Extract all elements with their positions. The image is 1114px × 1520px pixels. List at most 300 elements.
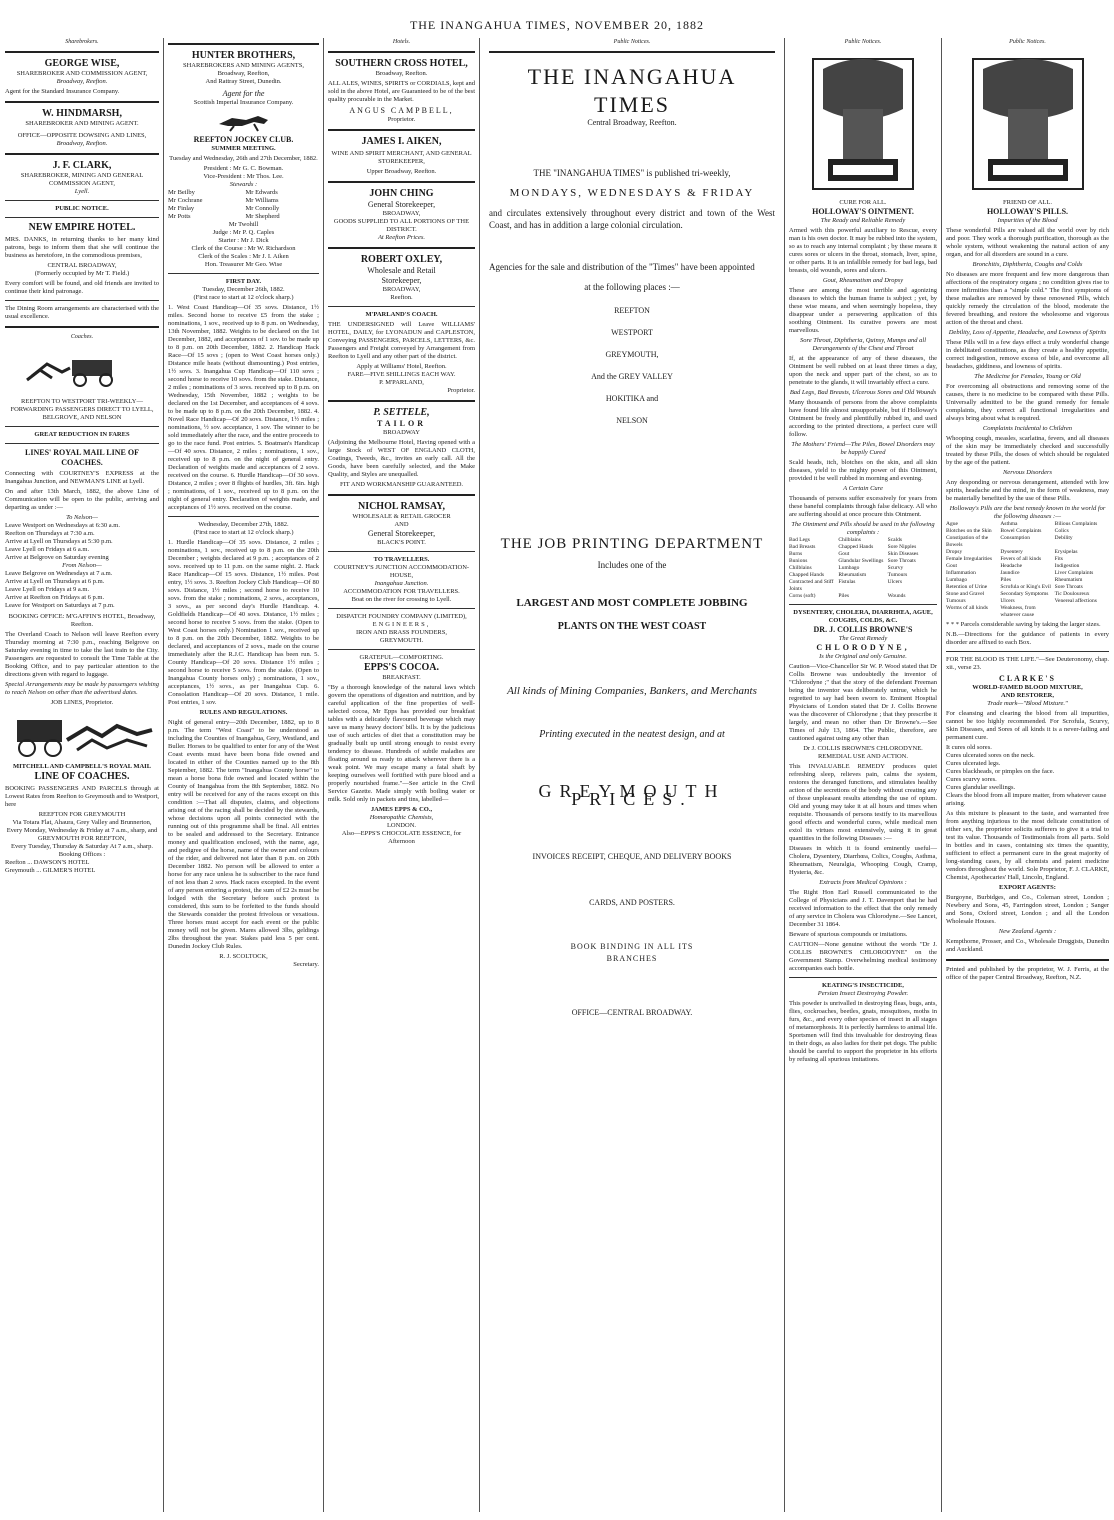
complaint-item: Scurvy [887,565,904,571]
timetable-row: Leave Lyell on Fridays at 6 a.m. [5,546,90,553]
complaint-item: Tumours [887,572,908,578]
cure-item: Cures glandular swellings. [946,784,1016,791]
disease-item: Rheumatism [1054,577,1083,583]
column-4 [481,38,783,1512]
steward-name: Mr Shepherd [245,213,280,220]
ad-text: Booking Offices : [58,851,106,858]
column-rule [479,38,480,1512]
ad-text: Wednesday, December 27th, 1882. [198,521,289,528]
complaint-item: Rheumatism [838,572,867,578]
ad-text: Agent for the Standard Insurance Company. [5,88,120,95]
complaint-item: Lumbago [838,565,860,571]
ad-text: ALL ALES, WINES, SPIRITS or CORDIALS, kept and sold in the above Hotel, are Guaranteed to be of the best quality procurable in the Market. [328,80,475,103]
ad-address: Broadway, Reefton. [56,78,108,85]
ad-text: FIT AND WORKMANSHIP GUARANTEED. [339,481,464,488]
ad-address: BROADWAY [383,429,420,436]
disease-item: Erysipelas [1054,549,1078,555]
ad-subheading: WHOLESALE & RETAIL GROCER [352,513,451,520]
ad-heading: WORLD-FAMED BLOOD MIXTURE, [972,684,1083,691]
disease-item: Fits [1054,556,1063,562]
ad-text: As this mixture is pleasant to the taste, and warranted free from anything injurious to the most delicate constitution of either sex, the proprietor solicits sufferers to give it a trial to test its value. Thousands of Testimonials from all parts. Sold in bottles and in cases, containing six times the quantity, sufficient to effect a permanent cure in the great majority of long-standing cases, by all chemists and patent medicine vendors throughout the world. Sole Proprietor, F. J. CLARKE, Chemist, Apothecaries' Hall, Lincoln, England. [946,810,1109,881]
ad-text: Apply at Williams' Hotel, Reefton. [356,363,447,370]
ad-heading: KEATING'S INSECTICIDE, [822,982,904,989]
ad-address: GREYMOUTH. [379,637,424,644]
ad-text: Hon. Treasurer Mr Geo. Wise [204,261,283,268]
column-rule [323,38,324,1512]
complaint-item: Skin Diseases [887,551,919,557]
disease-item: Worms of all kinds [946,605,988,611]
ad-heading: ROBERT OXLEY, [360,254,443,265]
ad-subheading: SHAREBROKER AND COMMISSION AGENT, [16,70,148,77]
ad-heading: TO TRAVELLERS. [373,556,430,563]
ad-text: The Right Hon Earl Russell communicated to the College of Physicians and J. T. Davenport that he had received information to the effect that the only remedy of any service in Cholera was Chlorodyne.—See Lancet, December 31 1864. [789,889,937,928]
ad-heading: LINE OF COACHES. [34,771,130,782]
ad-subheading: GRATEFUL—COMFORTING. [359,654,444,661]
ad-text: Printing executed in the neatest design, and at [539,729,725,740]
ad-signature: ANGUS CAMPBELL, [349,106,454,115]
ad-address: BLACK'S POINT. [377,539,426,546]
ad-text: Any desponding or nervous derangement, attended with low spirits, headache and the mind, in the form of weakness, may be materially benefited by the use of these Pills. [946,479,1109,502]
complaint-item: Ulcers [887,579,903,585]
ad-text: Armed with this powerful auxiliary to Rescue, every man is his own doctor. It may be rubbed into the system, so as to reach any internal complaint ; by these means it cures sores or ulcers in the throat, stomach, liver, spine, or other parts. It is an infallible remedy for bad legs, bad breasts, old wounds, sores and ulcers. [789,227,937,274]
ad-text: Clerk of the Course : Mr W. Richardson [191,245,296,252]
section-label: Public Notices. [844,39,882,45]
ad-text: Tuesday and Wednesday, 26th and 27th December, 1882. [169,155,318,162]
ad-heading: LARGEST AND MOST COMPLETE JOBBING [516,597,748,609]
cure-item: Cures scurvy sores. [946,776,997,783]
ad-subheading: Is the Original and only Genuine. [819,653,907,660]
ad-text: Agent for the [222,89,265,98]
ad-text: THE "INANGAHUA TIMES" is published tri-weekly, [533,168,731,178]
ad-text: Thousands of persons suffer excessively for years from these baneful complaints through false delicacy. All who are suffering should at once procure this Ointment. [789,495,937,518]
stewards-list [168,189,319,221]
complaint-item: Fistulas [838,579,856,585]
ad-text: Judge : Mr P. Q. Caples [212,229,275,236]
column-2 [165,38,322,1512]
timetable-row: Leave Lyell on Fridays at 9 a.m. [5,586,90,593]
complaints-list [789,537,937,600]
column-3 [325,38,478,1512]
ad-heading: LINES' ROYAL MAIL LINE OF COACHES. [25,448,139,467]
ad-text: Special Arrangements may be made by passengers wishing to reach Nelson on other than the advertised dates. [5,681,159,696]
ad-subheading: Impurities of the Blood [997,217,1058,224]
ad-address: LONDON. [386,822,417,829]
imprint: Printed and published by the proprietor, W. J. Ferris, at the office of the paper Central Broadway, Reefton, N.Z. [946,966,1109,981]
disease-item: Bowel Complaints [1000,528,1042,534]
ad-subheading: COURTNEY'S JUNCTION ACCOMMODATION-HOUSE, [333,564,470,579]
ad-heading: HOLLOWAY'S OINTMENT. [812,207,914,216]
column-6 [943,38,1112,1512]
disease-item: Ague [946,521,958,527]
ad-address: And Rattray Street, Dunedin. [205,78,282,85]
ad-text: Night of general entry—20th December, 1882, up to 8 p.m. The term "West Coast" to be understood as including the Counties of Inangahua, Grey, Westland, and Buller. Horses to be qualified to enter for any of the West Coast events must have been bona fide owned and located in either of the Counties named up to the 8th September, 1882. The term "Inangahua County horse" to mean a horse bona fide owned and located within the County of Inangahua from the 8th September, 1882. No entry will be received for any of the races except on this condition :—That all disputes, claims, and objections arising out of the racing shall be decided by the stewards, whose decisions upon all points connected with the running out of this programme shall be final. All entries to be sealed and addressed to the Secretary. Entrance money and qualification enclosed, with the name, age, and pedigree of the horse, name of the owner and colours of the rider, and delivered not later than 8 p.m. on 20th December 1882. No person will be allowed to enter a horse for any race unless he is subscriber to the race fund of not less than 2 sovs. Hack races excepted. In the event of any person entering a protest, the sum of £2 2s must be lodged with the Secretary before such protest is considered, this sum to be forfeited to the funds should the Stewards consider the protest frivolous or vexatious. Three horses must accept for each event or the public money will not be given. Mares allowed 3lbs, geldings 2lbs throughout the year. Stakes paid less 5 per cent. Dunedin Jockey Club Rules. [168,719,319,950]
steward-name: Mr Beilby [168,189,195,196]
disease-item: Headache [1000,563,1023,569]
ad-text: Homœopathic Chemists, [369,814,434,821]
coach-engraving-icon [22,344,142,396]
steward-name: Mr Cochrane [168,197,203,204]
complaint-item: Bad Legs [789,537,810,543]
ad-subheading: General Storekeeper, [367,529,436,538]
ad-subheading: Extracts from Medical Opinions : [819,879,907,886]
disease-item: Stone and Gravel [946,591,985,597]
ad-text: President : Mr G. C. Bowman. [203,165,284,172]
ad-text: and circulates extensively throughout every district and town of the West Coast, and has in addition a large colonial circulation. [489,208,775,230]
complaint-item: Bad Breasts [789,544,816,550]
ad-address: Broadway, Reefton, [217,70,270,77]
ad-subheading: FRIEND OF ALL. [1003,199,1052,206]
ad-signature: JAMES EPPS & CO., [370,806,433,813]
ad-heading: JAMES I. AIKEN, [361,136,442,147]
notice-heading: PUBLIC NOTICE. [55,205,109,212]
ad-heading: HOLLOWAY'S PILLS. [986,207,1069,216]
disease-item: Female Irregularities [946,556,992,562]
ad-text: (First race to start at 12 o'clock sharp.) [193,294,294,301]
ad-heading: PLANTS ON THE WEST COAST [557,621,707,632]
agency-place: And the GREY VALLEY [591,372,673,381]
ad-subheading: IRON AND BRASS FOUNDERS, [355,629,448,636]
ad-text: 1. West Coast Handicap—Of 35 sovs. Distance, 1½ miles. Second horse to receive £5 from the stake ; nominations, 1 sov., received up to 8 p.m. on Wednesday, 13th November, 1882. Weights to be declared on the 1st December, 1882, and acceptances of 1 sov. to be made up to 8 p.m. on 20th December, 1882. 2. Handicap Hack Race—Of 15 sovs ; (open to West Coast horses only.) Distance mile heats (without dismounting.) Post entries, 1½ sovs. 3. Inangahua Cup Handicap—Of 110 sovs ; second horse to receive 10 sovs. from the stake. Distance, 2 miles ; nominations of 3 sovs. received up to 8 p.m. on Wednesday, 15th November, 1882 ; weights to be declared on the 1st December, and acceptances of 4 sovs. to be made up to 8 p.m. on the 20th December, 1882. 4. Novel Race Handicap—Of 20 sovs. Distance, 1½ miles ; nominations, ½ sov. acceptance, 1 sov. The winner to be sold immediately after the race, and the entire proceeds to go to the race fund. Post entries. 5. Boatman's Handicap—Of 40 sovs. Distance, 2 miles ; nominations, 1 sov., received up to 8 p.m. on the night of general entry. Declaration of weights made and acceptances of 2 sovs. received on the course. 6. Hurdle Handicap—Of 30 sovs. Distance, 2 miles ; over 8 flights of hurdles, 3ft. 6in. high ; nominations, of 1 sov., received up to 8 p.m. on the night of general entry. Declaration of weights made, and acceptances of 1½ sovs. received on the course. [168,304,319,511]
ad-heading: HUNTER BROTHERS, [191,50,296,61]
ad-text: THE UNDERSIGNED will Leave WILLIAMS' HOTEL, DAILY, for LYONADUN and CAPLESTON, Conveying PASSENGERS, PARCELS, LETTERS, &c. Passengers and Freight conveyed by Arrangement from Reefton to Lyell and any other part of the district. [328,321,475,360]
complaint-item: Sore Throats [887,558,916,564]
ad-heading: DYSENTERY, CHOLERA, DIARRHŒA, AGUE, COUGHS, COLDS, &C. [793,609,933,624]
ad-signature: P. M'PARLAND, [379,379,424,386]
ad-heading: THE JOB PRINTING DEPARTMENT [500,536,764,552]
cure-item: Cures ulcerated legs. [946,760,1001,767]
ad-text: If, at the appearance of any of these diseases, the Ointment be well rubbed on at least three times a day, upon the neck and upper part of the chest, so as to penetrate to the glands, it will invariably effect a cure. [789,355,937,386]
disease-item: Sore Throats [1054,584,1083,590]
timetable-row: Reefton on Thursdays at 7:30 a.m. [5,530,95,537]
mail-coach-engraving-icon [7,710,157,760]
ad-subheading: SHAREBROKERS AND MINING AGENTS, [183,62,304,69]
agency-place: REEFTON [614,306,650,315]
section-label: Coaches. [70,334,94,340]
ad-subheading: Gout, Rheumatism and Dropsy [822,277,904,284]
ad-text: Whooping cough, measles, scarlatina, fevers, and all diseases of the skin may be immediately checked and successfully treated by these Pills, the doses of which should be regulated by the age of the patient. [946,435,1109,466]
ad-address: Inangahua Junction. [374,580,429,587]
timetable-heading: To Nelson— [66,514,98,521]
disease-item: Fevers of all kinds [1000,556,1042,562]
disease-item: Blotches on the Skin [946,528,992,534]
ad-subheading: DISPATCH FOUNDRY COMPANY (LIMITED), [336,613,467,620]
newspaper-title: THE INANGAHUA TIMES, NOVEMBER 20, 1882 [409,18,705,32]
ad-text: Scald heads, itch, blotches on the skin, and all skin diseases, yield to the mighty power of this Ointment, provided it be well rubbed in morning and evening. [789,459,937,482]
ad-text: Every Monday, Wednesday & Friday at 7 a.m., sharp, and [6,827,158,834]
ad-text: Tuesday, December 26th, 1882. [202,286,285,293]
column-rule [163,38,164,1512]
ad-text: Greymouth ... GILMER'S HOTEL [5,867,96,874]
ad-subheading: TAILOR [377,419,426,428]
ad-text: (Adjoining the Melbourne Hotel, Having opened with a large Stock of WEST OF ENGLAND CLOTH, Coatings, Tweeds, &c., invites an early call. All the Goods, have been carefully selected, and the Make Quality, and Styles are unequalled. [328,439,475,478]
disease-item: Tic Douloureux [1054,591,1090,597]
ad-heading: REEFTON JOCKEY CLUB. [193,135,294,144]
ad-subheading: The Mothers' Friend—The Piles, Bowel Disorders may be happily Cured [791,441,935,456]
steward-name: Mr Potts [168,213,191,220]
ad-text: WINE AND SPIRIT MERCHANT, AND GENERAL STOREKEEPER, [331,150,472,165]
ad-text: (First race to start at 12 o'clock sharp.) [193,529,294,536]
ad-text: This powder is unrivalled in destroying fleas, bugs, ants, flies, cockroaches, beetles, gnats, mosquitoes, moths in furs, &c., and every other species of insect in all stages of metamorphosis. It is perfectly harmless to animal life. Sportsmen will find this invaluable for destroying fleas in their dogs, as also ladies for their pet dogs. The public should be careful to support the proprietor in his efforts by refusing all spurious imitations. [789,1000,937,1063]
disease-item: Constipation of the Bowels [946,535,989,548]
complaint-item: Corns (soft) [789,593,816,599]
ad-heading: DR. J. COLLIS BROWNE'S [813,625,913,634]
cure-item: Clears the blood from all impure matter, from whatever cause arising. [946,792,1107,807]
ad-heading: JOHN CHING [369,188,434,199]
ad-subheading: The Medicine for Females, Young or Old [974,373,1081,380]
agency-place: NELSON [616,416,648,425]
ad-subheading: New Zealand Agents : [998,928,1057,935]
ad-text: GOODS SUPPLIED TO ALL PORTIONS OF THE DISTRICT. [333,218,470,233]
complaint-item: Glandular Swellings [838,558,884,564]
ad-subheading: GREYMOUTH FOR REEFTON, [37,835,127,842]
disease-item: Piles [1000,577,1012,583]
ad-text: For cleansing and clearing the blood from all impurities, cannot be too highly recommended. For Scrofula, Scurvy, Skin Diseases, and Sores of all kinds it is a never-failing and permanent cure. [946,710,1109,741]
ad-heading: CLARKE'S [999,674,1056,683]
disease-item: Gout [946,563,957,569]
disease-item: Ulcers [1000,598,1015,604]
timetable-row: Arrive at Lyell on Thursdays at 5:30 p.m. [5,538,113,545]
ad-subheading: FIRST DAY. [225,278,262,285]
ad-text: CENTRAL BROADWAY, [47,262,117,269]
ad-text: Via Totara Flat, Ahaura, Grey Valley and Brunnerton, [12,819,152,826]
ad-text: No diseases are more frequent and few more dangerous than affections of the respiratory organs ; no condition gives rise to more infirmities than a "simple cold." The first symptoms of these maladies are removed by these renowned Pills, which quickly remedy the circulation of the blood, moderate the fevered breathing, and restore the wholesome and vigorous action of the throat and chest. [946,271,1109,326]
ad-heading: GREAT REDUCTION IN FARES [34,431,130,438]
ad-heading: P. SETTELE, [373,407,430,418]
ad-text: This INVALUABLE REMEDY produces quiet refreshing sleep, relieves pain, calms the system, restores the deranged functions, and stimulates healthy action of the secretions of the body without creating any of those unpleasant results attending the use of opium. Old and young may take it at all hours and times when requisite. Thousands of persons testify to its marvellous good effects and wonderful cures, while medical men extol its virtues most extensively, using it in great quantities in the following Diseases :— [789,763,937,842]
paper-title: THE INANGAHUA TIMES [527,64,737,117]
ad-subheading: Trade mark—"Blood Mixture." [987,700,1068,707]
disease-item: Jaundice [1000,570,1020,576]
ad-text: Agencies for the sale and distribution of the "Times" have been appointed [489,262,755,272]
complaint-item: Gout [838,551,850,557]
ad-signature: Secretary. [293,961,319,968]
column-rule [784,38,785,1512]
ad-subheading: BREAKFAST. [382,674,421,681]
ad-address: Upper Broadway, Reefton. [366,168,437,175]
racehorse-icon [214,110,274,132]
disease-item: Lumbago [946,577,968,583]
ad-address: BROADWAY, [382,286,421,293]
ad-signature: R. J. SCOLTOCK, [219,953,268,960]
ad-address: Broadway, Reefton. [375,70,428,77]
ad-text: The Dining Room arrangements are characterised with the usual excellence. [5,305,159,320]
ad-text: MRS. DANKS, in returning thanks to her many kind patrons, begs to inform them that she will continue the business as heretofore, in the commodious premises, [5,236,159,259]
ad-subheading: ENGINEERS, [372,621,431,628]
disease-item: Debility [1054,535,1073,541]
ad-text: Kempthorne, Prosser, and Co., Wholesale Druggists, Dunedin and Auckland. [946,938,1109,953]
cures-list [946,744,1109,808]
complaint-item: Chilblains [838,537,861,543]
timetable-row: Leave for Westport on Saturdays at 7 p.m. [5,602,115,609]
disease-item: Retention of Urine [946,584,988,590]
complaint-item: Wounds [887,593,906,599]
diseases-list [946,521,1109,619]
holloway-ointment-crest-icon [803,49,923,199]
ad-heading: AND RESTORER, [1001,692,1054,699]
disease-item: Weakness, from whatever cause [1000,605,1036,618]
cure-item: Cures ulcerated sores on the neck. [946,752,1035,759]
ad-heading: EPPS'S COCOA. [363,662,439,673]
ad-subheading: SHAREBROKER AND MINING AGENT. [25,120,139,127]
ad-subheading: Nervous Disorders [1002,469,1053,476]
ad-subheading: The Ointment and Pills should be used in the following complaints : [791,521,935,536]
ad-address: Central Broadway, Reefton. [587,118,677,127]
disease-item: Consumption [1000,535,1030,541]
cure-item: It cures old sores. [946,744,992,751]
disease-item: Scrofula or King's Evil [1000,584,1051,590]
ad-text: OFFICE—OPPOSITE DOWSING AND LINES, [17,132,147,139]
ad-text: INVOICES RECEIPT, CHEQUE, AND DELIVERY BOOKS [532,852,732,861]
disease-item: Liver Complaints [1054,570,1094,576]
ad-heading: GEORGE WISE, [44,58,120,69]
ad-text: Caution—Vice-Chancellor Sir W. P. Wood stated that Dr Collis Browne was undoubtedly the inventor of "Chlorodyne ;" that the story of the defendant Freeman being the inventor was deliberately untrue, which he regretted to say had been sworn to. Eminent Hospital Physicians of London stated that Dr J. Collis Browne was the discoverer of Chlorodyne ; that they prescribe it largely, and mean no other than Dr Browne's.—See Times of July 13, 1864. The Public, therefore, are cautioned against using any other than [789,663,937,742]
ad-text: Many thousands of persons from the above complaints have found life almost unsupportable, but if Holloway's Ointment be freely and plentifully rubbed in, and used according to the printed directions, a perfect cure will follow. [789,399,937,438]
ad-text: 1. Hurdle Handicap—Of 35 sovs. Distance, 2 miles ; nominations, 1 sov., received up to 8 p.m. on the 20th December ; weights declared at 9 p.m. ; acceptances of 2 sovs. received up to 11 p.m. on the same night. 2. Hack Race Handicap—Of 15 sovs. Distance, 1½ miles. Post entry, 1½ sovs. 3. Reefton Jockey Club Handicap—Of 80 sovs. Distance, 1½ miles ; second horse to receive 10 sovs. from the stake ; nominations, 2 sovs., acceptances, 3 sovs., as per second day's Hurdle Handicap. 4. Goldfields Handicap—Of 40 sovs. Distance, 1½ miles ; second horse to receive 5 sovs. from the stake. (Open to West Coast horses only.) Nomination 1 sov., received up to 8 p.m. on the 20th December, 1882. Weights to be declared, and acceptances of 2 sovs., made on the course immediately after the R.J.C. Handicap has been run. 5. County Handicap—Of 20 sovs. Distance 1½ miles ; second horse to receive 5 sovs. from the stake. (Open to Inangahua County horses only) ; nominations, 1 sov., acceptances, 1½ sovs., as per Inangahua Cup. 6. Consolation Handicap—Of 20 sovs. Distance, 1 mile. Post entries, 1 sov. [168,539,319,706]
ad-subheading: Wholesale and Retail [367,266,436,275]
masthead [0,0,1114,34]
ad-text: Also—EPPS'S CHOCOLATE ESSENCE, for Afternoon [341,830,462,845]
ad-heading: MITCHELL AND CAMPBELL'S ROYAL MAIL [12,763,152,770]
ad-subheading: Holloway's Pills are the best remedy known in the world for the following diseases :— [949,505,1106,520]
timetable-heading: From Nelson— [62,562,102,569]
ad-heading: W. HINDMARSH, [42,108,122,119]
disease-item: Colics [1054,528,1069,534]
disease-item: Tumours [946,598,966,604]
ad-subheading: General Storekeeper, [367,200,436,209]
ad-heading: NEW EMPIRE HOTEL. [28,222,136,233]
ad-subheading: The Ready and Reliable Remedy [820,217,906,224]
ad-subheading: SUMMER MEETING. [211,145,276,152]
ad-text: Stewards : [229,181,258,188]
ad-text: Mr Twohill [228,221,259,228]
ad-text: (Formerly occupied by Mr T. Field.) [34,270,130,277]
steward-name: Mr Edwards [245,189,278,196]
disease-item: Bilious Complaints [1054,521,1098,527]
ad-text: These wonderful Pills are valued all the world over by rich and poor. They work a thorough purification, thorough as the whole system, without weakening the natural action of any organ, and for all disorders are sound in a cure. [946,227,1109,258]
complaint-item: Chilblains [789,565,812,571]
section-label: Sharebrokers. [65,39,99,45]
ad-subheading: RULES AND REGULATIONS. [199,709,288,716]
ad-text: "By a thorough knowledge of the natural laws which govern the operations of digestion and nutrition, and by careful application of the fine properties of well-selected cocoa, Mr Epps has provided our breakfast tables with a delicately flavoured beverage which may save us many heavy doctors' bills. It is by the judicious use of such articles of diet that a constitution may be gradually built up until strong enough to resist every tendency to disease. Hundreds of subtle maladies are floating around us ready to attack wherever there is a weak point. We may escape many a fatal shaft by keeping ourselves well fortified with pure blood and a properly nourished frame."—See article in the Civil Service Gazette. Made simply with boiling water or milk. Sold only in packets and tins, labelled— [328,684,475,803]
ad-signature: Proprietor. [447,387,475,394]
ad-subheading: Storekeeper, [381,276,422,285]
agency-place: HOKITIKA and [605,394,659,403]
ad-heading: CHLORODYNE, [816,643,910,652]
timetable-row: Leave Westport on Wednesdays at 6:30 a.m. [5,522,120,529]
ad-text: at the following places :— [584,282,680,292]
ad-address: Broadway, Reefton. [56,140,108,147]
complaint-item: Scalds [887,537,903,543]
ad-text: CARDS, AND POSTERS. [589,898,675,907]
ad-address: Reefton. [390,294,413,301]
disease-item: Dropsy [946,549,963,555]
complaint-item: Chapped Hands [789,572,824,578]
ad-text: Vice-President : Mr Thos. Lee. [203,173,284,180]
ad-text: FARE—FIVE SHILLINGS EACH WAY. [347,371,456,378]
agency-place: WESTPORT [611,328,653,337]
ad-text: For overcoming all obstructions and removing some of the causes, there is no medicine to be compared with these Pills. Universally admitted to be the grand remedy for female complaints, they correct all functional irregularities and always bring about what is required. [946,383,1109,422]
ad-text: Boat on the river for crossing to Lyell. [351,596,452,603]
steward-name: Mr Connolly [245,205,280,212]
ad-subheading: CURE FOR ALL. [839,199,887,206]
timetable-row: Leave Belgrove on Wednesdays at 7 a.m. [5,570,113,577]
ad-text: Includes one of the [597,560,667,570]
agency-place: GREYMOUTH, [605,350,659,359]
ad-subheading: REMEDIAL USE AND ACTION. [817,753,909,760]
column-rule [941,38,942,1512]
agency-list [489,307,775,425]
ad-subheading: Debility, Loss of Appetite, Headache, and Lowness of Spirits [948,329,1107,336]
ad-subheading: Persian Insect Destroying Powder. [817,990,909,997]
ad-text: ACCOMMODATION FOR TRAVELLERS. [343,588,460,595]
ad-text: Every Tuesday, Thursday & Saturday At 7 a.m., sharp. [11,843,153,850]
timetable-row: Arrive at Lyell on Thursdays at 6 p.m. [5,578,105,585]
ad-subheading: SHAREBROKER, MINING AND GENERAL COMMISSION AGENT, [20,172,144,187]
section-label: Public Notices. [1009,39,1046,45]
disease-item: Asthma [1000,521,1018,527]
ad-signature: Proprietor. [387,116,416,123]
ad-text: On and after 13th March, 1882, the above Line of Communication will be open to the public, arriving and departing as under :— [5,488,159,511]
ad-text: N.B.—Directions for the guidance of patients in every disorder are affixed to each Box. [946,631,1109,646]
ad-text: * * * Parcels considerable saving by taking the larger sizes. [946,621,1101,628]
disease-item: Secondary Symptoms [1000,591,1049,597]
timetable-row: Arrive at Belgrove on Saturday evening [5,554,109,561]
section-label: Hotels. [392,39,411,45]
ad-heading: M'PARLAND'S COACH. [365,311,438,318]
complaint-item: Burns [789,551,803,557]
steward-name: Mr Finlay [168,205,195,212]
ad-text: BOOKING PASSENGERS AND PARCELS through at Lowest Rates from Reefton to Greymouth and to Westport, here [5,785,159,808]
ad-subheading: EXPORT AGENTS: [999,884,1056,891]
ad-text: The Overland Coach to Nelson will leave Reefton every Thursday morning at 7:30 p.m., reaching Belgrove on Saturday evening in time to take the last train to the City. Passengers are requested to consult the Time Table at the Booking Office, and to pay particular attention to the directions given with regard to luggage. [5,631,159,678]
ad-text: Connecting with COURTNEY'S EXPRESS at the Inangahua Junction, and NEWMAN'S LINE at Lyell. [5,470,159,485]
complaint-item: Chapped Hands [838,544,874,550]
ad-text: BRANCHES [606,954,658,963]
disease-item: Indigestion [1054,563,1080,569]
disease-item: Venereal affections [1054,598,1097,604]
ad-text: Beware of spurious compounds or imitations. [789,931,908,938]
steward-name: Mr Williams [245,197,279,204]
complaint-item: Sore Nipples [887,544,917,550]
complaint-item: Piles [838,593,850,599]
ad-text: Diseases in which it is found eminently useful—Cholera, Dysentery, Diarrhœa, Colics, Coughs, Asthma, Rheumatism, Neuralgia, Whooping Cough, Cramp, Hysteria, &c. [789,845,937,876]
ad-text: CAUTION—None genuine without the words "Dr J. COLLIS BROWNE'S CHLORODYNE" on the Government Stamp. Overwhelming medical testimony accompanies each bottle. [789,941,937,972]
ad-subheading: REEFTON FOR GREYMOUTH [38,811,126,818]
ad-text: BOOK BINDING IN ALL ITS [570,942,694,951]
ad-text: These are among the most terrible and agonizing diseases to which the human frame is subject ; yet, by these wise means, and when seemingly hopeless, they disappear under a persevering application of this soothing Ointment. Its curative powers are most marvellous. [789,287,937,334]
ad-text: Every comfort will be found, and old friends are invited to continue their kind patronage. [5,280,159,295]
ad-subheading: REEFTON TO WESTPORT TRI-WEEKLY—FORWARDING PASSENGERS DIRECT TO LYELL, BELGROVE, AND NELSON [10,398,154,421]
ad-subheading: Sore Throat, Diphtheria, Quinsy, Mumps and all Derangements of the Chest and Throat [799,337,927,352]
ad-subheading: The Great Remedy [838,635,888,642]
timetable-row: Arrive at Reefton on Fridays at 6 p.m. [5,594,105,601]
disease-item: Inflammation [946,570,976,576]
ad-subheading: Bronchitis, Diphtheria, Coughs and Colds [972,261,1083,268]
cure-item: Cures blackheads, or pimples on the face. [946,768,1055,775]
ad-text: These Pills will in a few days effect a truly wonderful change in debilitated constitutions, as they create a healthy appetite, correct indigestion, remove excess of bile, and overcome all headaches, giddiness, and lowness of spirits. [946,339,1109,370]
ad-address: Lyell. [74,188,90,195]
ad-heading: GREYMOUTH PRICES. [538,781,726,809]
ad-text: At Reefton Prices. [377,234,426,241]
complaint-item: Bunions [789,558,808,564]
ad-address: OFFICE—CENTRAL BROADWAY. [571,1008,693,1017]
ad-heading: NICHOL RAMSAY, [357,501,446,512]
disease-item: Dysentery [1000,549,1023,555]
complaint-item: Contracted and Stiff Joints [789,579,834,592]
ad-text: Starter : Mr J. Dick [218,237,269,244]
ad-heading: J. F. CLARK, [52,160,112,171]
ad-text: Clerk of the Scales : Mr J. I. Aiken [198,253,289,260]
